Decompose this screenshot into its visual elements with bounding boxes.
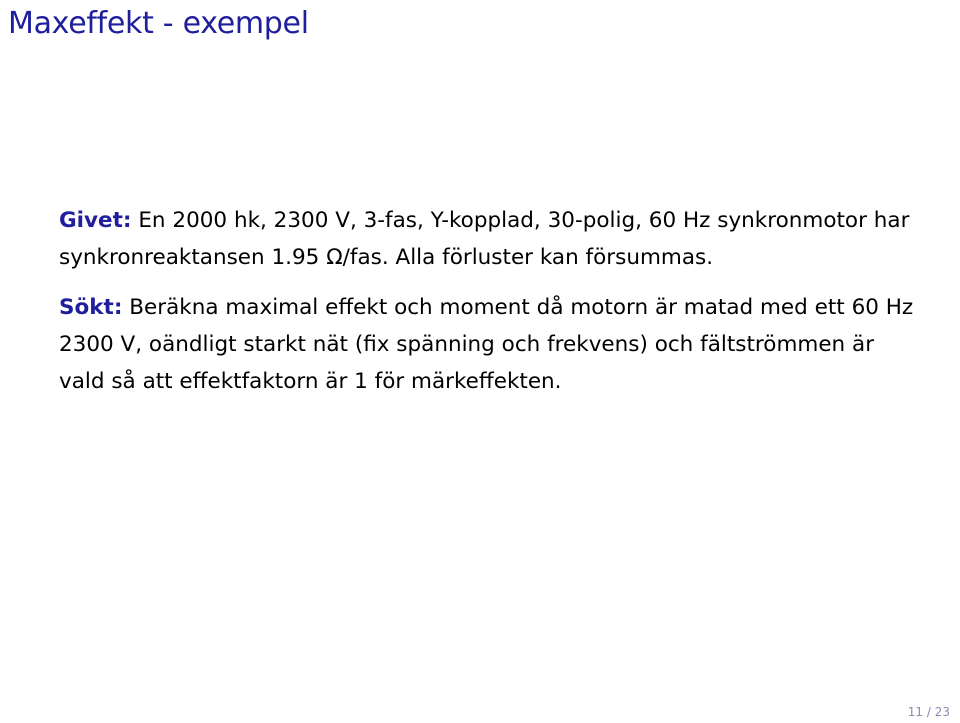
sought-paragraph <box>59 289 919 400</box>
given-label: Givet: <box>59 208 132 233</box>
page-total: 23 <box>934 705 950 719</box>
given-paragraph <box>59 202 919 276</box>
sought-text: Beräkna maximal effekt och moment då motorn är matad med ett 60 Hz 2300 V, oändligt starkt nät (fix spänning och frekvens) och fältströmmen är vald så att effektfaktorn är 1 för märkeffekten. <box>59 295 914 394</box>
page-number <box>908 705 950 719</box>
given-text: En 2000 hk, 2300 V, 3-fas, Y-kopplad, 30-polig, 60 Hz synkronmotor har synkronreaktansen 1.95 Ω/fas. Alla förluster kan försummas. <box>59 208 910 270</box>
page-current: 11 <box>907 705 924 719</box>
slide-title: Maxeffekt - exempel <box>8 6 309 41</box>
slide-body <box>59 202 919 400</box>
page-separator: / <box>926 705 931 719</box>
sought-label: Sökt: <box>59 295 123 320</box>
